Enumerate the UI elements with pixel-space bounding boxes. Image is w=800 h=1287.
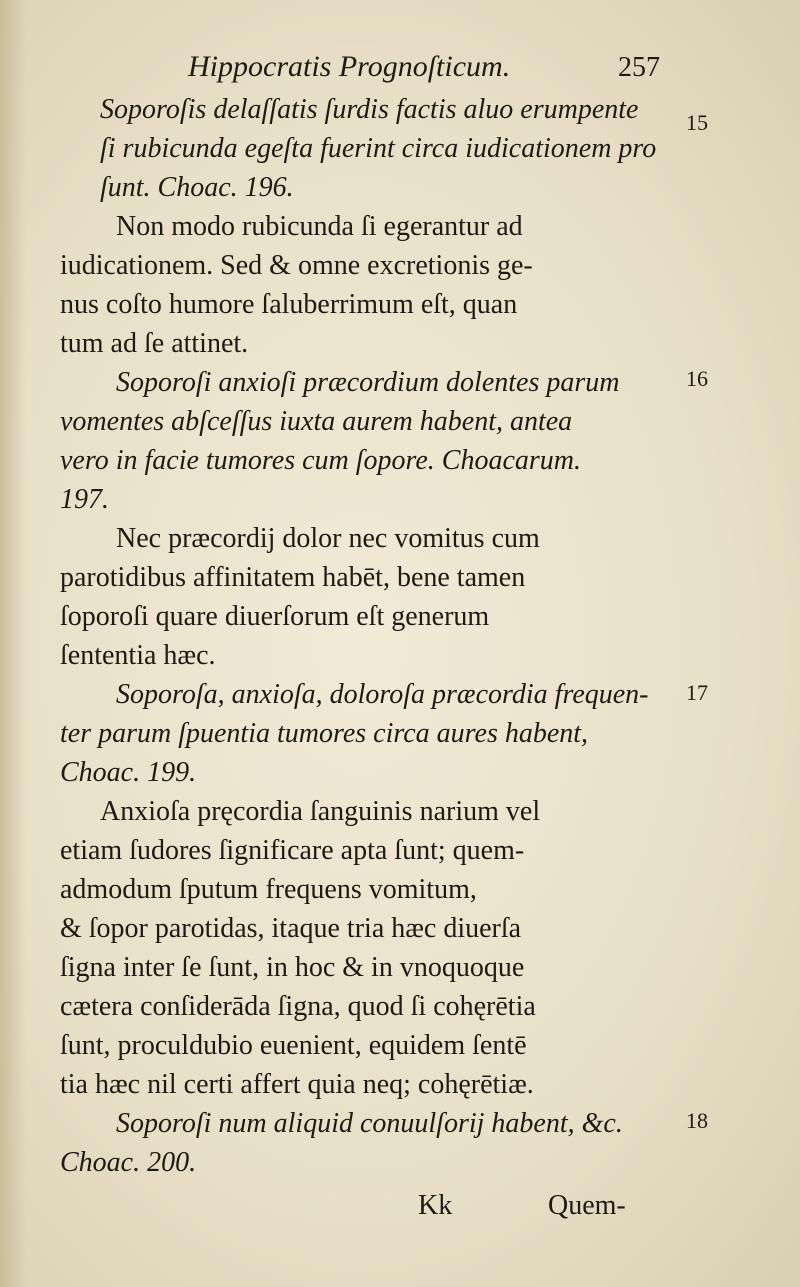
aphorism-line: ter parum ſpuentia tumores circa aures habent,	[60, 718, 589, 749]
commentary-line: ſigna inter ſe ſunt, in hoc & in vnoquoque	[60, 952, 525, 983]
aphorism-18	[60, 1104, 660, 1182]
signature-mark: Kk	[418, 1190, 453, 1221]
commentary-line: & ſopor parotidas, itaque tria hæc diuerſa	[60, 913, 522, 944]
running-title: Hippocratis Prognoſticum.	[188, 50, 511, 83]
aphorism-line: Soporoſis delaſſatis ſurdis factis aluo erumpente	[100, 94, 639, 125]
commentary-line: ſoporoſi quare diuerſorum eſt generum	[60, 601, 490, 632]
aphorism-line: vero in facie tumores cum ſopore. Choacarum.	[60, 445, 582, 476]
aphorism-line: vomentes abſceſſus iuxta aurem habent, antea	[60, 406, 573, 437]
commentary-line: iudicationem. Sed & omne excretionis ge-	[60, 250, 533, 281]
commentary-line: tum ad ſe attinet.	[60, 328, 249, 359]
aphorism-line: ſunt. Choac. 196.	[100, 172, 294, 203]
commentary-line: Anxioſa pręcordia ſanguinis narium vel	[100, 796, 541, 827]
commentary-line: etiam ſudores ſignificare apta ſunt; quem-	[60, 835, 525, 866]
aphorism-line: Soporoſi num aliquid conuulſorij habent, &c.	[116, 1108, 623, 1139]
commentary-16	[60, 519, 660, 675]
commentary-line: cætera conſiderāda ſigna, quod ſi cohęrētia	[60, 991, 536, 1022]
commentary-line: ſententia hæc.	[60, 640, 216, 671]
commentary-line: ſunt, proculdubio euenient, equidem ſentē	[60, 1030, 527, 1061]
aphorism-17	[60, 675, 660, 792]
margin-number-17: 17	[686, 680, 708, 705]
aphorism-line: Soporoſa, anxioſa, doloroſa præcordia frequen-	[116, 679, 649, 710]
commentary-line: tia hæc nil certi affert quia neq; cohęrētiæ.	[60, 1069, 534, 1100]
aphorism-16	[60, 363, 660, 519]
margin-number-18: 18	[686, 1108, 708, 1133]
aphorism-line: ſi rubicunda egeſta fuerint circa iudicationem pro	[100, 133, 657, 164]
margin-number-15: 15	[686, 110, 708, 135]
text-block	[60, 50, 660, 1234]
commentary-line: nus coſto humore ſaluberrimum eſt, quan	[60, 289, 518, 320]
page-number: 257	[618, 52, 660, 83]
aphorism-line: Soporoſi anxioſi præcordium dolentes parum	[116, 367, 620, 398]
aphorism-line: Choac. 199.	[60, 757, 197, 788]
page-footer	[60, 1184, 660, 1234]
commentary-line: Nec præcordij dolor nec vomitus cum	[116, 523, 540, 554]
commentary-line: parotidibus affinitatem habēt, bene tamen	[60, 562, 526, 593]
margin-numbers	[686, 0, 746, 1287]
page-gutter-shadow	[0, 0, 26, 1287]
commentary-line: Non modo rubicunda ſi egerantur ad	[116, 211, 523, 242]
running-header	[188, 50, 660, 84]
commentary-15	[60, 207, 660, 363]
commentary-17	[60, 792, 660, 1104]
margin-number-16: 16	[686, 366, 708, 391]
aphorism-line: 197.	[60, 484, 109, 515]
aphorism-line: Choac. 200.	[60, 1147, 197, 1178]
catchword: Quem-	[548, 1190, 626, 1221]
commentary-line: admodum ſputum frequens vomitum,	[60, 874, 477, 905]
aphorism-15	[60, 90, 660, 207]
